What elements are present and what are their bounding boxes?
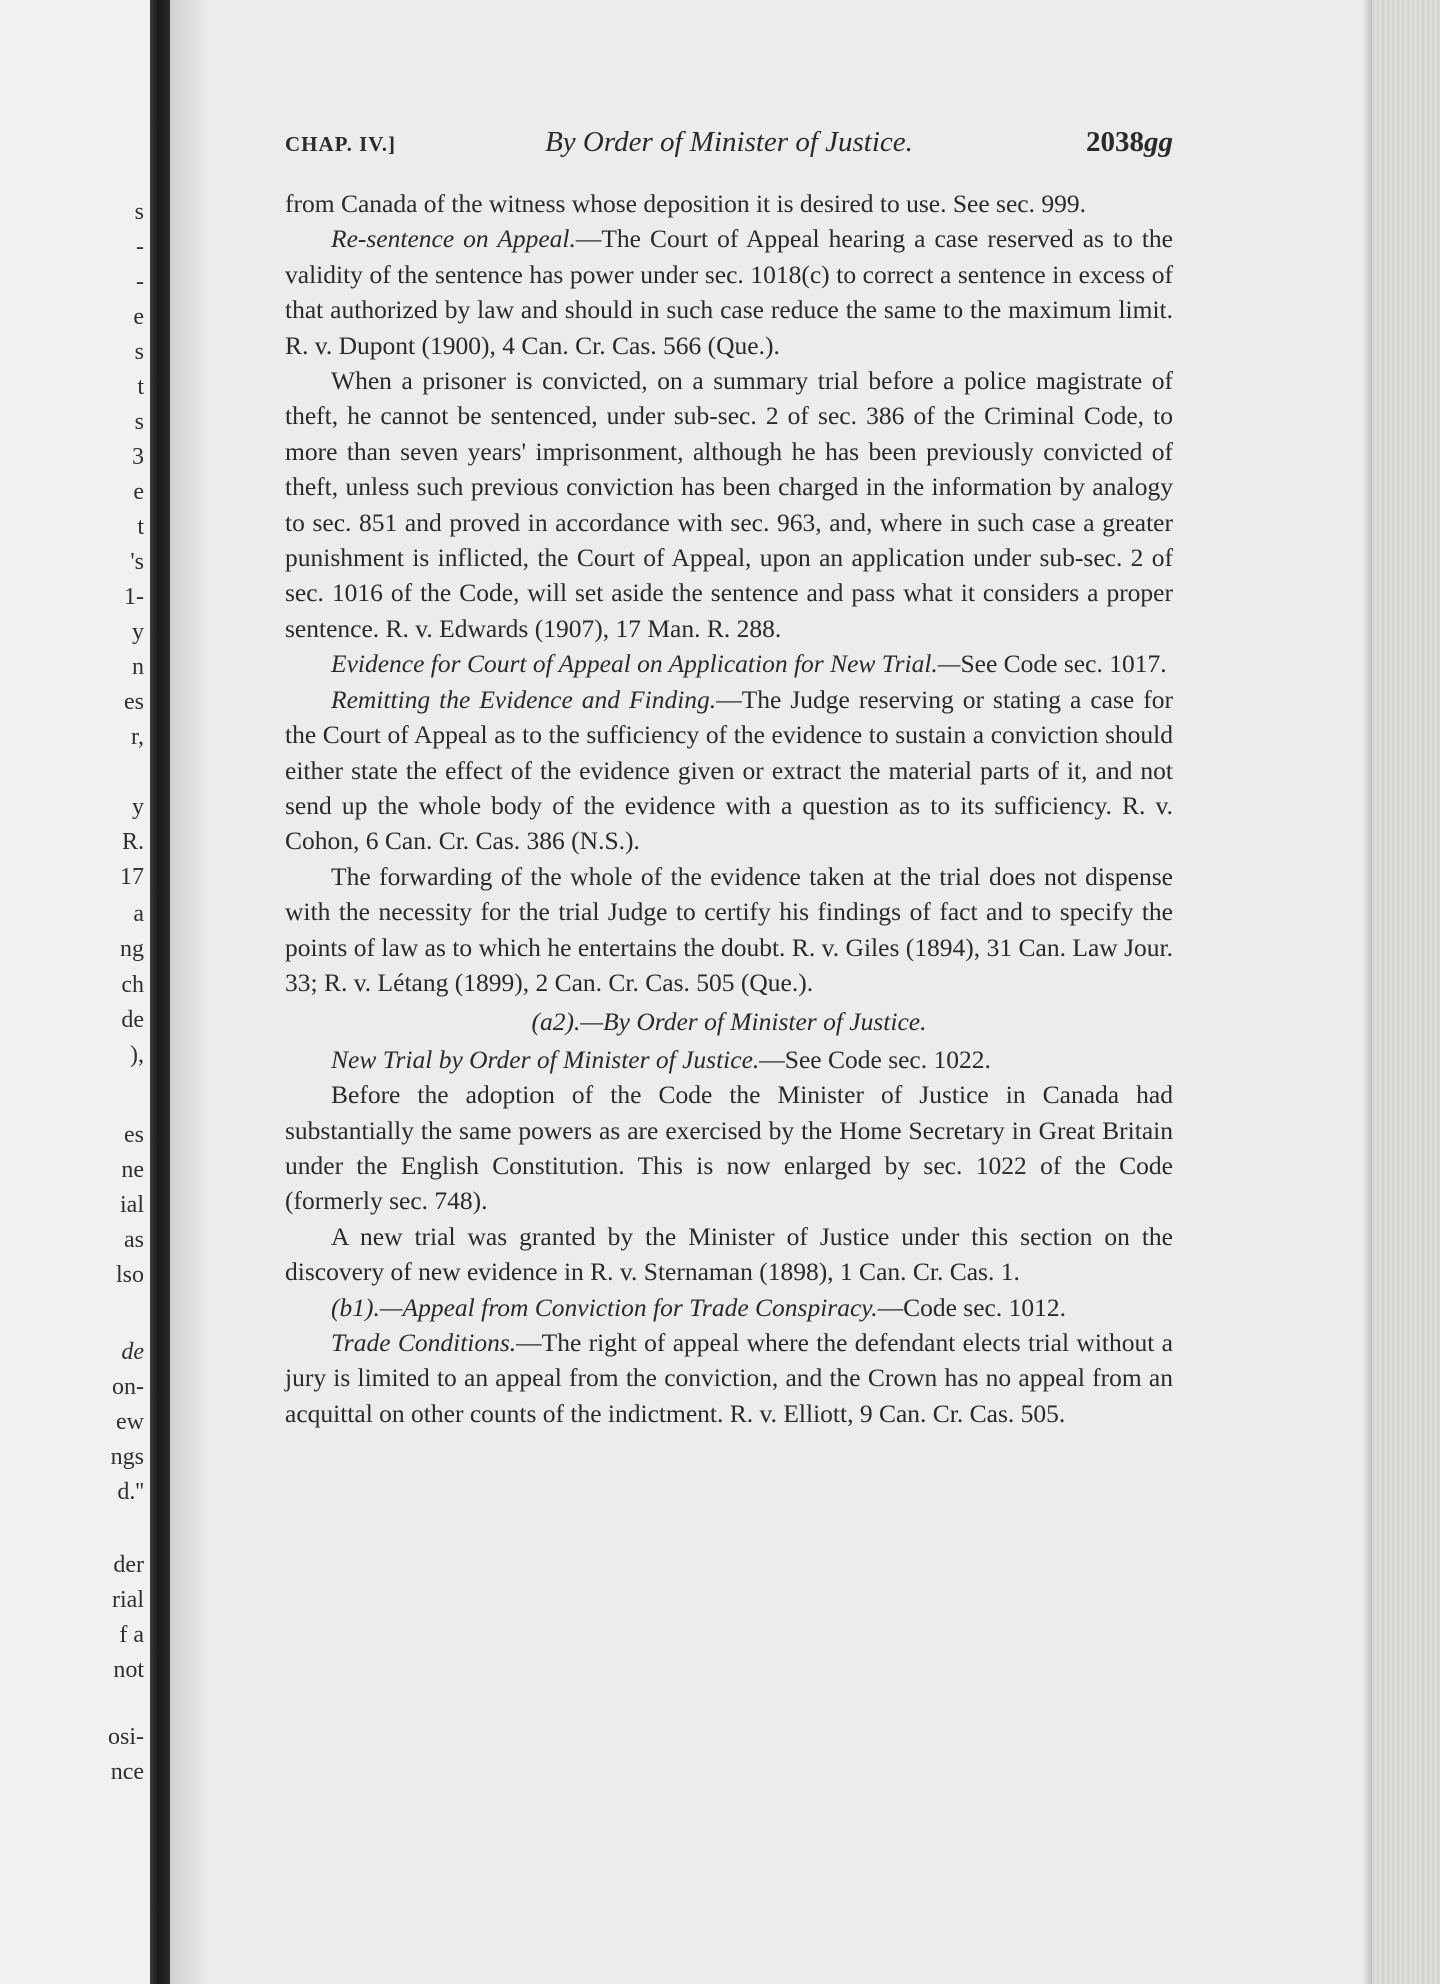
facing-page-fragment: ial [120, 1192, 144, 1218]
facing-page-fragment: t [137, 514, 144, 540]
facing-page-fragment: ngs [110, 1444, 144, 1470]
facing-page-fragment: r, [130, 724, 144, 750]
paragraph: Evidence for Court of Appeal on Application for New Trial.—See Code sec. 1017. [331, 649, 1167, 679]
facing-page-fragment: es [124, 689, 144, 715]
paragraph: Before the adoption of the Code the Minister of Justice in Canada had substantially the same powers as are exercised by the Home Secretary in Great Britain under the English Constitution. This is now enlarged by sec. 1022 of the Code (formerly sec. 748). [285, 1080, 1173, 1216]
paragraph: Remitting the Evidence and Finding.—The Judge reserving or stating a case for the Court of Appeal as to the sufficiency of the evidence to sustain a conviction should either state the effect of the evidence given or extract the material parts of it, and not send up the whole body of the evidence with a question as to its sufficiency. R. v. Cohon, 6 Can. Cr. Cas. 386 (N.S.). [285, 684, 1173, 856]
facing-page-fragment: de [121, 1007, 144, 1033]
section-heading: (a2).—By Order of Minister of Justice. [531, 1007, 927, 1037]
paragraph-heading: Evidence for Court of Appeal on Application for New Trial.— [331, 649, 961, 679]
facing-page-fragment: der [113, 1552, 144, 1578]
facing-page-fragment: 17 [120, 864, 144, 890]
facing-page-fragment: 3 [132, 444, 144, 470]
facing-page-fragment: t [137, 374, 144, 400]
paragraph-heading: (b1).—Appeal from Conviction for Trade Conspiracy. [331, 1292, 878, 1322]
facing-page-fragment: 's [130, 549, 144, 575]
facing-page-fragment: 1- [124, 584, 144, 610]
paragraph: from Canada of the witness whose deposition it is desired to use. See sec. 999. [285, 189, 1086, 218]
facing-page-fragment: s [134, 199, 144, 225]
facing-page-fragment: ), [130, 1042, 144, 1068]
facing-page-fragment: ng [120, 936, 144, 962]
facing-page-fragment: ew [116, 1409, 144, 1435]
facing-page-fragment: nce [110, 1759, 144, 1785]
paragraph-heading: Trade Conditions. [331, 1328, 517, 1357]
paragraph: When a prisoner is convicted, on a summary trial before a police magistrate of theft, he cannot be sentenced, under sub-sec. 2 of sec. 386 of the Criminal Code, to more than seven years' imprisonment, although he has been previously convicted of theft, unless such previous conviction has been charged in the information by analogy to sec. 851 and proved in accordance with sec. 963, and, where in such case a greater punishment is inflicted, the Court of Appeal, upon an application under sub-sec. 2 of sec. 1016 of the Code, will set aside the sentence and pass what it considers a proper sentence. R. v. Edwards (1907), 17 Man. R. 288. [285, 366, 1173, 643]
running-head [285, 126, 1173, 166]
facing-page-fragment: lso [115, 1262, 144, 1288]
chapter-label: CHAP. IV.] [285, 132, 396, 156]
paragraph-heading: New Trial by Order of Minister of Justice. [331, 1044, 760, 1074]
facing-page-fragment: es [124, 1122, 144, 1148]
page-number: 2038gg [1086, 126, 1173, 158]
facing-page-fragment: s [134, 409, 144, 435]
facing-page-fragment: not [113, 1657, 144, 1683]
paragraph: The forwarding of the whole of the evidence taken at the trial does not dispense with the necessity for the trial Judge to certify his findings of fact and to specify the points of law as to which he entertains the doubt. R. v. Giles (1894), 31 Can. Law Jour. 33; R. v. Létang (1899), 2 Can. Cr. Cas. 505 (Que.). [285, 861, 1173, 997]
page-stack-edges [1372, 0, 1440, 1984]
facing-page-fragment: n [132, 654, 144, 680]
paragraph: A new trial was granted by the Minister of Justice under this section on the discovery of new evidence in R. v. Sternaman (1898), 1 Can. Cr. Cas. 1. [285, 1221, 1173, 1287]
paragraph: New Trial by Order of Minister of Justice.—See Code sec. 1022. [331, 1044, 991, 1074]
facing-page-fragment: osi- [108, 1724, 144, 1750]
facing-page-fragment: y [132, 794, 144, 820]
facing-page-fragment: as [124, 1227, 144, 1253]
facing-page-fragment: y [132, 619, 144, 645]
facing-page [0, 0, 150, 1984]
facing-page-fragment: s [134, 339, 144, 365]
facing-page-fragment: on- [112, 1374, 144, 1400]
facing-page-fragment: d.'' [117, 1479, 144, 1505]
facing-page-fragment: f a [119, 1622, 144, 1648]
facing-page-fragment: - [136, 234, 144, 260]
page-edge-shadow [1362, 0, 1372, 1984]
facing-page-fragment: e [133, 479, 144, 505]
paragraph: Re-sentence on Appeal.—The Court of Appeal hearing a case reserved as to the validity of the sentence has power under sec. 1018(c) to correct a sentence in excess of that authorized by law and should in such case reduce the same to the maximum limit. R. v. Dupont (1900), 4 Can. Cr. Cas. 566 (Que.). [285, 224, 1174, 360]
facing-page-fragment: e [133, 304, 144, 330]
facing-page-fragment: a [133, 901, 144, 927]
facing-page-fragment: - [136, 269, 144, 295]
book-gutter [150, 0, 170, 1984]
paragraph: Trade Conditions.—The right of appeal where the defendant elects trial without a jury is limited to an appeal from the conviction, and the Crown has no appeal from an acquittal on other counts of the indictment. R. v. Elliott, 9 Can. Cr. Cas. 505. [285, 1328, 1173, 1428]
paragraph-heading: Remitting the Evidence and Finding. [331, 684, 717, 714]
facing-page-fragment: R. [121, 829, 144, 855]
body-text [285, 186, 1173, 1431]
paragraph: (b1).—Appeal from Conviction for Trade Conspiracy.—Code sec. 1012. [331, 1292, 1066, 1322]
facing-page-fragment: de [121, 1339, 144, 1365]
paragraph-heading: Re-sentence on Appeal. [331, 224, 576, 254]
facing-page-fragment: ch [121, 972, 144, 998]
running-title: By Order of Minister of Justice. [545, 126, 913, 158]
facing-page-fragment: ne [121, 1157, 144, 1183]
gutter-shadow [170, 0, 210, 1984]
facing-page-fragment: rial [112, 1587, 144, 1613]
